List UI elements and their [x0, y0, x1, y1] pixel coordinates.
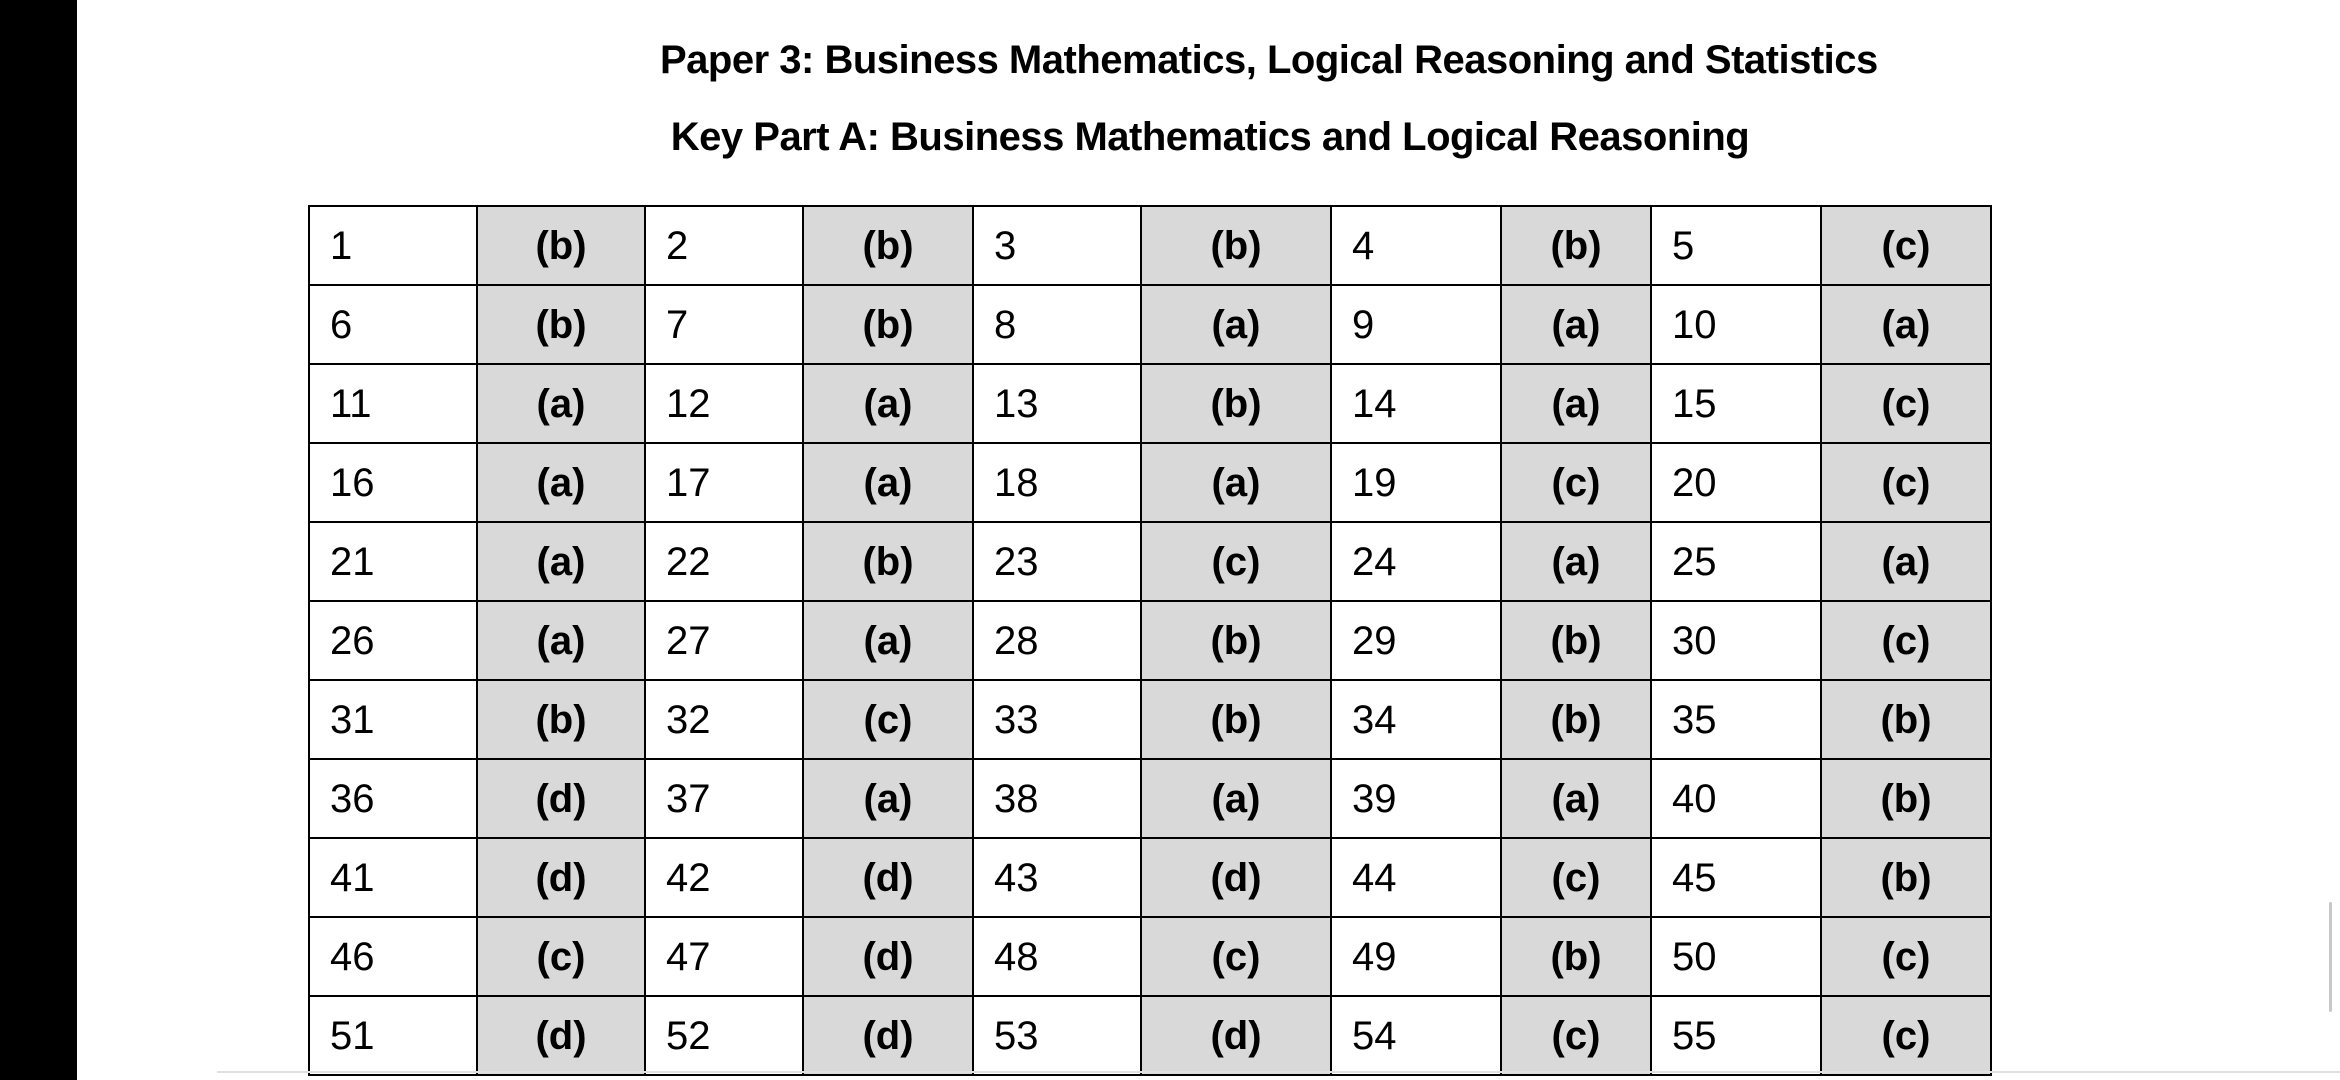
question-number-cell: 20	[1651, 443, 1821, 522]
question-number-cell: 26	[309, 601, 477, 680]
answer-cell: (a)	[1501, 522, 1651, 601]
answer-cell: (b)	[1501, 206, 1651, 285]
question-number-cell: 2	[645, 206, 803, 285]
answer-cell: (c)	[1141, 522, 1331, 601]
answer-cell: (b)	[1501, 601, 1651, 680]
answer-cell: (a)	[1501, 285, 1651, 364]
answer-cell: (c)	[1821, 917, 1991, 996]
answer-cell: (c)	[1821, 364, 1991, 443]
answer-cell: (a)	[1141, 443, 1331, 522]
answer-cell: (a)	[477, 443, 645, 522]
question-number-cell: 16	[309, 443, 477, 522]
answer-key-table	[308, 205, 1992, 1076]
key-part-title: Key Part A: Business Mathematics and Logical Reasoning	[670, 115, 1750, 159]
answer-cell: (d)	[477, 759, 645, 838]
answer-cell: (b)	[477, 285, 645, 364]
answer-cell: (d)	[477, 996, 645, 1075]
table-row	[309, 759, 1991, 838]
answer-cell: (c)	[1821, 601, 1991, 680]
question-number-cell: 50	[1651, 917, 1821, 996]
question-number-cell: 51	[309, 996, 477, 1075]
question-number-cell: 36	[309, 759, 477, 838]
answer-cell: (b)	[803, 206, 973, 285]
answer-cell: (a)	[477, 522, 645, 601]
question-number-cell: 25	[1651, 522, 1821, 601]
answer-cell: (a)	[803, 759, 973, 838]
answer-cell: (b)	[803, 522, 973, 601]
question-number-cell: 33	[973, 680, 1141, 759]
question-number-cell: 49	[1331, 917, 1501, 996]
answer-cell: (a)	[803, 443, 973, 522]
question-number-cell: 46	[309, 917, 477, 996]
question-number-cell: 40	[1651, 759, 1821, 838]
answer-cell: (a)	[477, 364, 645, 443]
table-row	[309, 996, 1991, 1075]
question-number-cell: 39	[1331, 759, 1501, 838]
question-number-cell: 29	[1331, 601, 1501, 680]
table-row	[309, 443, 1991, 522]
answer-cell: (b)	[1141, 601, 1331, 680]
document-page[interactable]	[77, 0, 2340, 1080]
question-number-cell: 44	[1331, 838, 1501, 917]
question-number-cell: 45	[1651, 838, 1821, 917]
question-number-cell: 30	[1651, 601, 1821, 680]
answer-cell: (c)	[1141, 917, 1331, 996]
question-number-cell: 18	[973, 443, 1141, 522]
question-number-cell: 1	[309, 206, 477, 285]
table-row	[309, 917, 1991, 996]
answer-cell: (b)	[1501, 917, 1651, 996]
question-number-cell: 7	[645, 285, 803, 364]
question-number-cell: 52	[645, 996, 803, 1075]
question-number-cell: 4	[1331, 206, 1501, 285]
answer-cell: (c)	[1501, 996, 1651, 1075]
question-number-cell: 35	[1651, 680, 1821, 759]
answer-cell: (d)	[1141, 838, 1331, 917]
question-number-cell: 42	[645, 838, 803, 917]
table-row	[309, 206, 1991, 285]
table-row	[309, 285, 1991, 364]
question-number-cell: 43	[973, 838, 1141, 917]
question-number-cell: 9	[1331, 285, 1501, 364]
question-number-cell: 48	[973, 917, 1141, 996]
answer-cell: (b)	[1141, 364, 1331, 443]
table-row	[309, 680, 1991, 759]
table-row	[309, 364, 1991, 443]
question-number-cell: 3	[973, 206, 1141, 285]
question-number-cell: 54	[1331, 996, 1501, 1075]
vertical-scrollbar-thumb[interactable]	[2329, 902, 2332, 1012]
answer-cell: (c)	[1501, 443, 1651, 522]
question-number-cell: 17	[645, 443, 803, 522]
question-number-cell: 55	[1651, 996, 1821, 1075]
question-number-cell: 6	[309, 285, 477, 364]
question-number-cell: 28	[973, 601, 1141, 680]
answer-cell: (c)	[803, 680, 973, 759]
question-number-cell: 19	[1331, 443, 1501, 522]
answer-cell: (a)	[1821, 522, 1991, 601]
answer-cell: (d)	[803, 996, 973, 1075]
question-number-cell: 8	[973, 285, 1141, 364]
answer-cell: (b)	[1141, 206, 1331, 285]
table-row	[309, 838, 1991, 917]
viewer-left-edge	[0, 0, 77, 1080]
answer-cell: (b)	[477, 206, 645, 285]
answer-cell: (a)	[1501, 759, 1651, 838]
answer-cell: (b)	[1141, 680, 1331, 759]
paper-title: Paper 3: Business Mathematics, Logical Reasoning and Statistics	[660, 38, 1878, 82]
question-number-cell: 10	[1651, 285, 1821, 364]
page-bottom-divider	[217, 1071, 2340, 1073]
answer-cell: (b)	[1501, 680, 1651, 759]
question-number-cell: 14	[1331, 364, 1501, 443]
question-number-cell: 31	[309, 680, 477, 759]
question-number-cell: 32	[645, 680, 803, 759]
answer-cell: (d)	[803, 838, 973, 917]
answer-cell: (d)	[477, 838, 645, 917]
answer-cell: (d)	[1141, 996, 1331, 1075]
answer-cell: (b)	[1821, 838, 1991, 917]
answer-cell: (c)	[1501, 838, 1651, 917]
question-number-cell: 27	[645, 601, 803, 680]
answer-cell: (a)	[803, 364, 973, 443]
answer-cell: (b)	[1821, 680, 1991, 759]
answer-cell: (a)	[1821, 285, 1991, 364]
question-number-cell: 5	[1651, 206, 1821, 285]
question-number-cell: 21	[309, 522, 477, 601]
question-number-cell: 24	[1331, 522, 1501, 601]
table-row	[309, 522, 1991, 601]
question-number-cell: 41	[309, 838, 477, 917]
question-number-cell: 11	[309, 364, 477, 443]
answer-cell: (a)	[1501, 364, 1651, 443]
answer-cell: (c)	[477, 917, 645, 996]
question-number-cell: 22	[645, 522, 803, 601]
question-number-cell: 38	[973, 759, 1141, 838]
answer-cell: (a)	[803, 601, 973, 680]
question-number-cell: 34	[1331, 680, 1501, 759]
answer-cell: (c)	[1821, 206, 1991, 285]
question-number-cell: 13	[973, 364, 1141, 443]
question-number-cell: 37	[645, 759, 803, 838]
question-number-cell: 53	[973, 996, 1141, 1075]
question-number-cell: 23	[973, 522, 1141, 601]
table-row	[309, 601, 1991, 680]
answer-key-body	[309, 206, 1991, 1075]
answer-cell: (b)	[803, 285, 973, 364]
answer-cell: (c)	[1821, 443, 1991, 522]
question-number-cell: 15	[1651, 364, 1821, 443]
answer-cell: (b)	[477, 680, 645, 759]
answer-cell: (a)	[1141, 285, 1331, 364]
answer-cell: (c)	[1821, 996, 1991, 1075]
answer-cell: (a)	[477, 601, 645, 680]
answer-cell: (d)	[803, 917, 973, 996]
question-number-cell: 47	[645, 917, 803, 996]
answer-cell: (a)	[1141, 759, 1331, 838]
question-number-cell: 12	[645, 364, 803, 443]
answer-cell: (b)	[1821, 759, 1991, 838]
